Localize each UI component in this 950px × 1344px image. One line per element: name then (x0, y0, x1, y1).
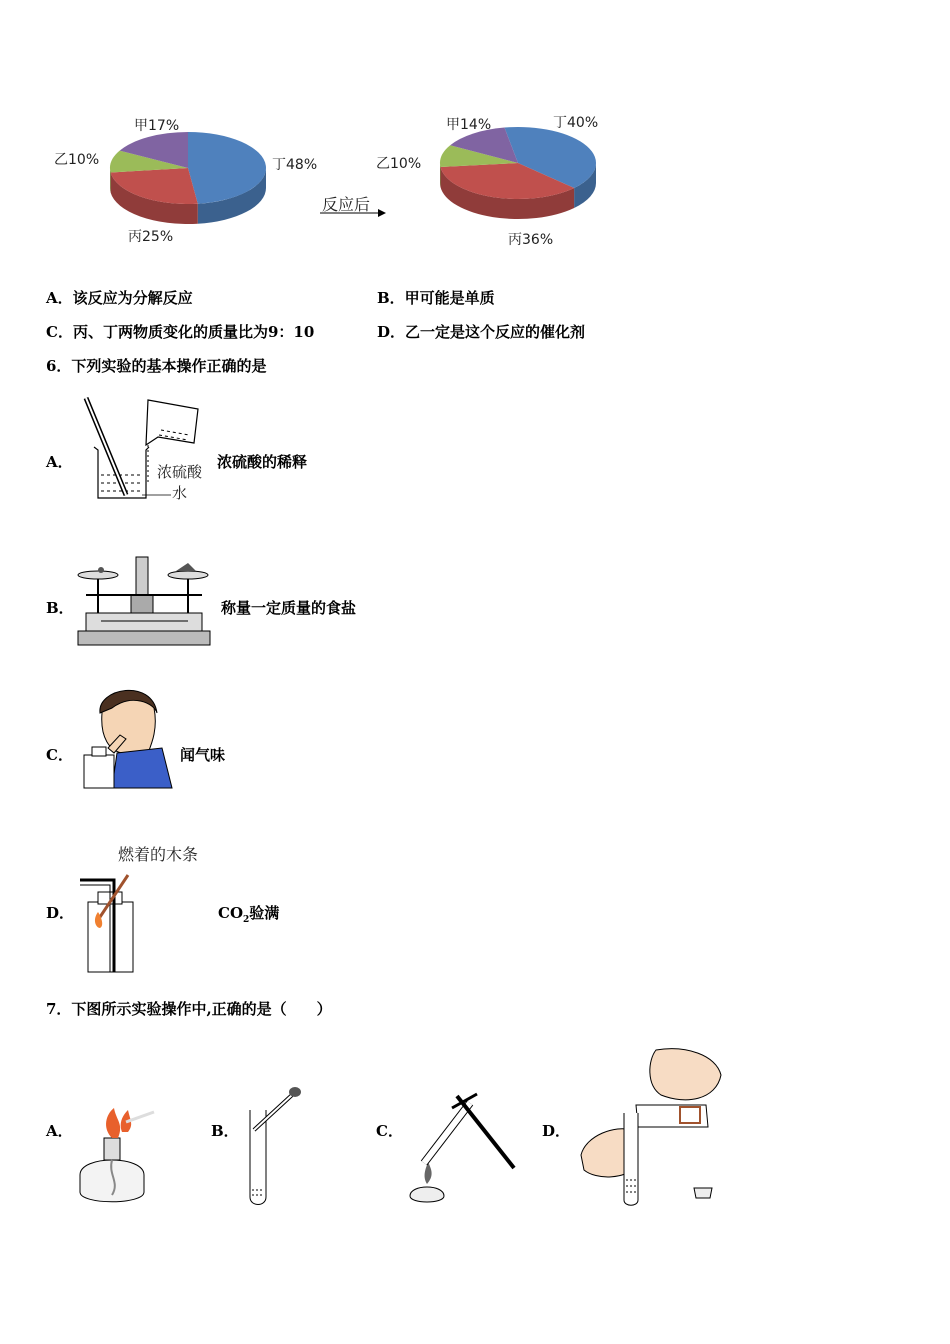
smell-gas-figure (82, 683, 182, 793)
q6-b-caption: 称量一定质量的食盐 (221, 599, 357, 617)
pie1-label-yi: 乙10% (54, 152, 100, 168)
q7-stem: 7．下图所示实验操作中,正确的是（ ） (46, 1000, 332, 1018)
q6-a-fig-acid: 浓硫酸 (157, 463, 203, 481)
pie1-label-ding: 丁48% (272, 157, 318, 173)
q5-option-b: B．甲可能是单质 (377, 289, 495, 307)
balance-scale-figure (76, 555, 216, 650)
pie-chart-after (430, 115, 670, 245)
alcohol-lamp-figure (72, 1100, 162, 1210)
q6-b-label: B． (46, 599, 74, 617)
heating-tube-figure (402, 1088, 522, 1208)
pie1-label-jia: 甲17% (134, 118, 180, 134)
q6-d-fig-text: 燃着的木条 (118, 845, 199, 864)
q6-stem: 6．下列实验的基本操作正确的是 (46, 357, 267, 375)
q6-a-caption: 浓硫酸的稀释 (217, 453, 308, 471)
pie1-label-bing: 丙25% (128, 229, 174, 245)
q5-option-a: A．该反应为分解反应 (46, 289, 193, 307)
dropper-figure (240, 1085, 310, 1210)
q6-c-label: C． (46, 746, 73, 764)
arrow-label: 反应后 (322, 195, 371, 214)
q6-d-caption-rest: 验满 (249, 904, 280, 922)
q7-d-label: D． (542, 1122, 571, 1140)
q7-c-label: C． (376, 1122, 403, 1140)
q6-c-caption: 闻气味 (180, 746, 226, 764)
pouring-liquid-figure (576, 1045, 726, 1210)
pie2-label-bing: 丙36% (508, 232, 554, 248)
q7-b-label: B． (211, 1122, 239, 1140)
q5-option-d: D．乙一定是这个反应的催化剂 (377, 323, 586, 341)
pie2-label-ding: 丁40% (553, 115, 599, 131)
reaction-arrow (320, 209, 390, 219)
q6-d-caption-sub: 2 (243, 915, 250, 925)
co2-test-figure (78, 870, 148, 975)
q6-a-label: A． (46, 453, 73, 471)
pie2-label-jia: 甲14% (446, 117, 492, 133)
q7-a-label: A． (46, 1122, 73, 1140)
pie2-label-yi: 乙10% (376, 156, 422, 172)
dilute-acid-figure (76, 395, 216, 510)
q6-d-caption (218, 902, 279, 925)
q6-d-caption-co: CO (218, 904, 244, 922)
q5-option-c: C．丙、丁两物质变化的质量比为9：10 (46, 323, 315, 341)
q6-d-label: D． (46, 904, 75, 922)
q6-a-fig-water: 水 (172, 484, 188, 502)
